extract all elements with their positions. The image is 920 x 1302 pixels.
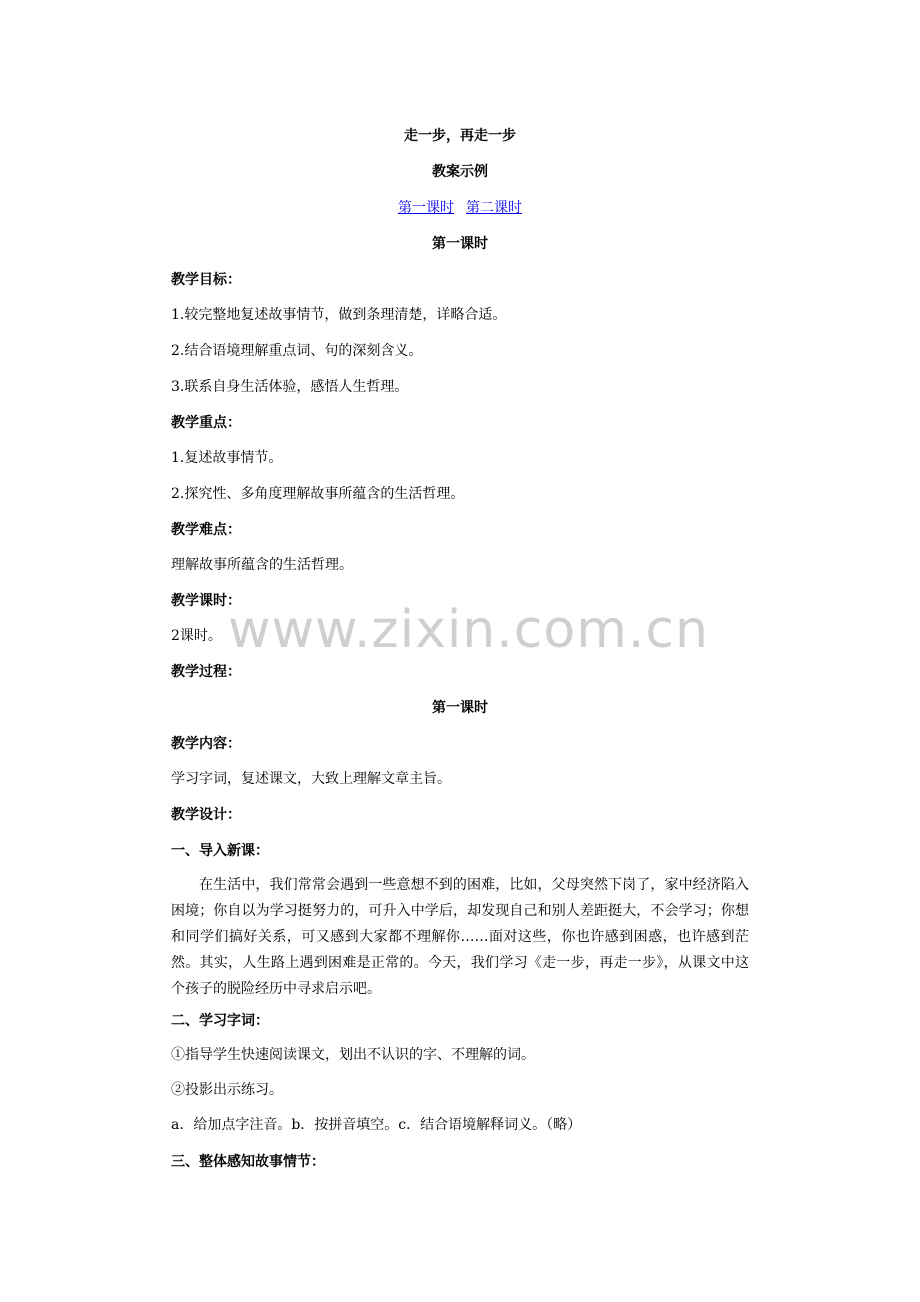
focus-item: 1.复述故事情节。 [171,450,283,466]
document-title: 走一步，再走一步 [404,128,516,144]
link-lesson-1[interactable]: 第一课时 [398,200,454,216]
process-section-heading: 第一课时 [432,700,488,716]
difficulty-heading: 教学难点： [171,522,241,538]
part1-heading: 一、导入新课： [171,843,269,859]
focus-heading: 教学重点： [171,415,241,431]
objective-item: 2.结合语境理解重点词、句的深刻含义。 [171,343,423,359]
process-heading: 教学过程： [171,664,241,680]
part3-heading: 三、整体感知故事情节： [171,1154,325,1170]
objective-item: 1.较完整地复述故事情节，做到条理清楚，详略合适。 [171,307,507,323]
part2-heading: 二、学习字词： [171,1013,269,1029]
part2-item: ①指导学生快速阅读课文，划出不认识的字、不理解的词。 [171,1047,535,1063]
content-heading: 教学内容： [171,736,241,752]
hours-heading: 教学课时： [171,593,241,609]
watermark: www.zixin.com.cn [228,600,709,660]
lesson-nav [0,198,920,218]
focus-item: 2.探究性、多角度理解故事所蕴含的生活哲理。 [171,486,465,502]
section-heading: 第一课时 [432,236,488,252]
hours-text: 2课时。 [171,628,222,644]
link-lesson-2[interactable]: 第二课时 [466,200,522,216]
part2-item: ②投影出示练习。 [171,1082,283,1098]
objectives-heading: 教学目标： [171,272,241,288]
part2-item: a．给加点字注音。b．按拼音填空。c．结合语境解释词义。（略） [171,1117,582,1133]
content-text: 学习字词，复述课文，大致上理解文章主旨。 [171,771,451,787]
document-subtitle: 教案示例 [432,164,488,180]
difficulty-text: 理解故事所蕴含的生活哲理。 [171,557,353,573]
part1-paragraph: 在生活中，我们常常会遇到一些意想不到的困难，比如，父母突然下岗了，家中经济陷入困境；你自以为学习挺努力的，可升入中学后，却发现自己和别人差距挺大，不会学习；你想和同学们搞好关系，可又感到大家都不理解你……面对这些，你也许感到困惑，也许感到茫然。其实，人生路上遇到困难是正常的。今天，我们学习《走一步，再走一步》，从课文中这个孩子的脱险经历中寻求启示吧。 [171,877,749,997]
objective-item: 3.联系自身生活体验，感悟人生哲理。 [171,379,409,395]
design-heading: 教学设计： [171,807,241,823]
